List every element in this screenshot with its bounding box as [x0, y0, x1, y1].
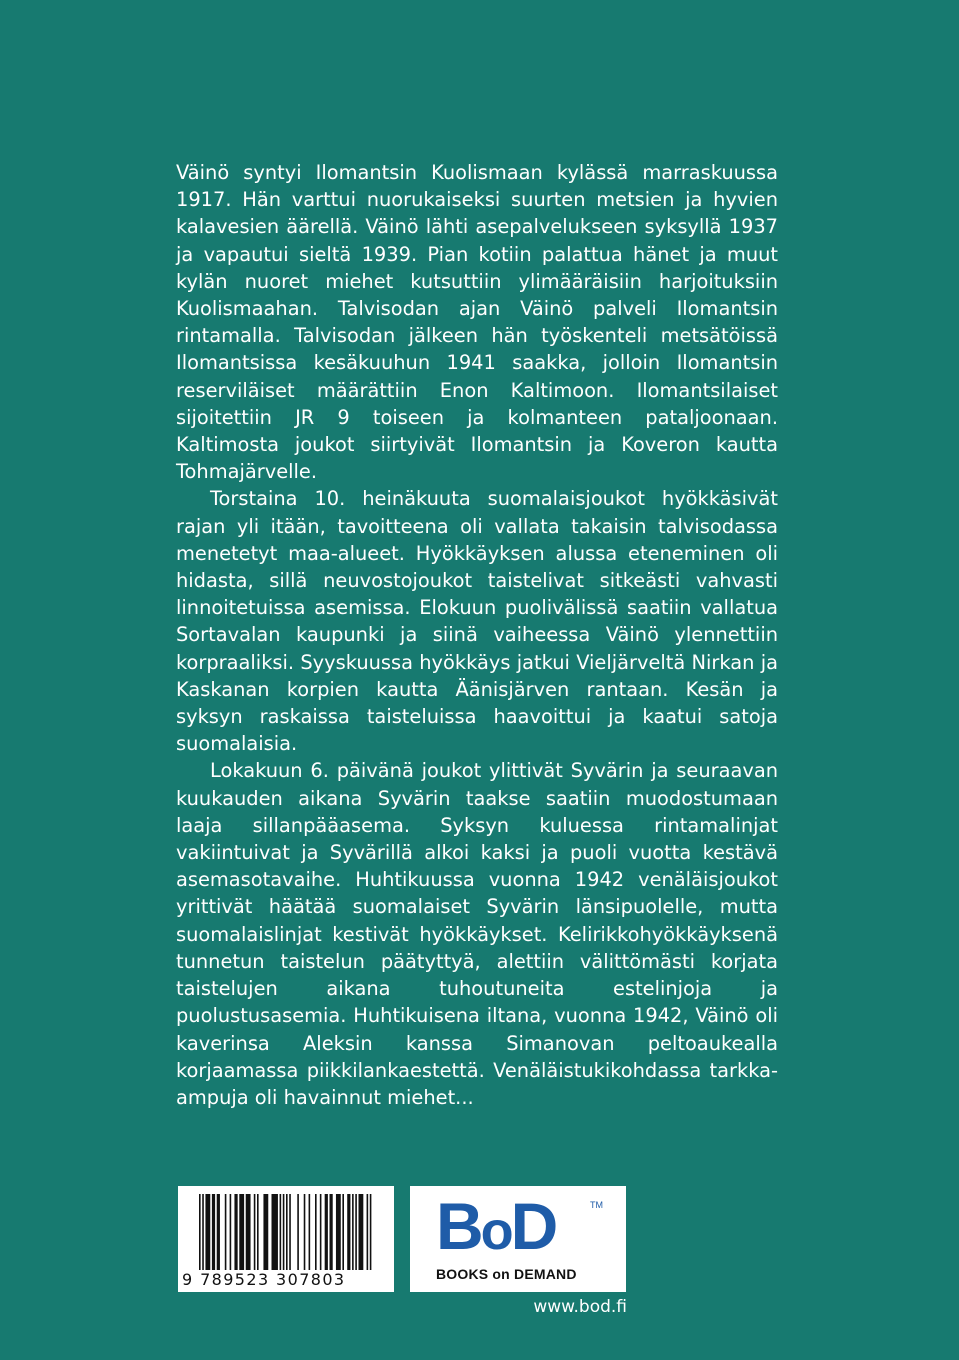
back-cover-blurb — [176, 159, 778, 1111]
logo-letter-d: D — [510, 1189, 556, 1263]
barcode-bar — [304, 1194, 306, 1270]
barcode-bar — [325, 1194, 328, 1270]
isbn-barcode — [178, 1186, 394, 1292]
barcode-bar — [230, 1194, 232, 1270]
barcode-bar — [272, 1194, 278, 1270]
barcode-bar — [254, 1194, 256, 1270]
barcode-bar — [297, 1194, 299, 1270]
barcode-bar — [202, 1194, 204, 1270]
barcode-bar — [225, 1194, 227, 1270]
barcode-bar — [367, 1194, 369, 1270]
barcode-bars — [199, 1194, 373, 1270]
barcode-bar — [342, 1194, 344, 1270]
logo-letter-b: B — [436, 1189, 481, 1263]
barcode-bar — [246, 1194, 251, 1270]
barcode-bar — [257, 1194, 259, 1270]
barcode-bar — [359, 1194, 364, 1270]
barcode-bar — [289, 1194, 291, 1270]
barcode-bar — [355, 1194, 357, 1270]
barcode-bar — [315, 1194, 317, 1270]
barcode-bar — [320, 1194, 322, 1270]
barcode-bar — [217, 1194, 220, 1270]
barcode-bar — [205, 1194, 210, 1270]
barcode-bar — [370, 1194, 372, 1270]
isbn-digits: 9 789523 307803 — [182, 1270, 346, 1289]
blurb-paragraph-2: Torstaina 10. heinäkuuta suomalaisjoukot hyökkäsivät rajan yli itään, tavoitteena oli vallata takaisin talvisodassa menetetyt maa-alueet. Hyökkäyksen alussa eteneminen oli hidasta, sillä neuvostojoukot taistelivat sitkeästi vahvasti linnoitetuissa asemissa. Elokuun puolivälissä saatiin vallatua Sortavalan kaupunki ja siinä vaiheessa Väinö ylennettiin korpraaliksi. Syyskuussa hyökkäys jatkui Vieljärveltä Nirkan ja Kaskanan korpien kautta Äänisjärven rantaan. Kesän ja syksyn raskaissa taisteluissa haavoittui ja kaatui satoja suomalaisia. — [176, 487, 778, 756]
barcode-bar — [330, 1194, 333, 1270]
barcode-bar — [199, 1194, 201, 1270]
barcode-bar — [280, 1194, 282, 1270]
trademark-mark: TM — [590, 1200, 603, 1210]
barcode-bar — [352, 1194, 354, 1270]
barcode-bar — [263, 1194, 268, 1270]
barcode-bar — [286, 1194, 288, 1270]
publisher-tagline: BOOKS on DEMAND — [436, 1266, 577, 1282]
barcode-bar — [309, 1194, 311, 1270]
blurb-paragraph-1: Väinö syntyi Ilomantsin Kuolismaan kylässä marraskuussa 1917. Hän varttui nuorukaiseksi suurten metsien ja hyvien kalavesien äärellä. Väinö lähti asepalvelukseen syksyllä 1937 ja vapautui sieltä 1939. Pian kotiin palattua hänet ja muut kylän nuoret miehet kutsuttiin ylimääräisiin harjoituksiin Kuolismaahan. Talvisodan ajan Väinö palveli Ilomantsin rintamalla. Talvisodan jälkeen hän työskenteli metsätöissä Ilomantsissa kesäkuuhun 1941 saakka, jolloin Ilomantsin reserviläiset määrättiin Enon Kaltimoon. Ilomantsilaiset sijoitettiin JR 9 toiseen ja kolmanteen pataljoonaan. Kaltimosta joukot siirtyivät Ilomantsin ja Koveron kautta Tohmajärvelle. — [176, 161, 778, 484]
barcode-bar — [239, 1194, 244, 1270]
blurb-paragraph-3: Lokakuun 6. päivänä joukot ylittivät Syvärin ja seuraavan kuukauden aikana Syvärin taakse saatiin muodostumaan laaja sillanpääasema. Syksyn kuluessa rintamalinjat vakiintuivat ja Syvärillä alkoi kaksi ja puoli vuotta kestävä asemasotavaihe. Huhtikuussa vuonna 1942 venäläisjoukot yrittivät häätää suomalaiset Syvärin länsipuolelle, mutta suomalaislinjat kestivät hyökkäykset. Kelirikkohyökkäyksenä tunnetun taistelun päätyttyä, alettiin välittömästi korjata taistelujen aikana tuhoutuneita estelinjoja ja puolustusasemia. Huhtikuisena iltana, vuonna 1942, Väinö oli kaverinsa Aleksin kanssa Simanovan peltoaukealla korjaamassa piikkilankaestettä. Venäläistukikohdassa tarkka-ampuja oli havainnut miehet... — [176, 759, 778, 1109]
publisher-logo — [410, 1186, 626, 1292]
barcode-bar — [234, 1194, 237, 1270]
barcode-bar — [212, 1194, 215, 1270]
barcode-bar — [336, 1194, 341, 1270]
publisher-website: www.bod.fi — [533, 1297, 627, 1317]
barcode-bar — [283, 1194, 285, 1270]
bod-logo-wordmark — [436, 1190, 555, 1267]
logo-letter-o: o — [480, 1201, 511, 1261]
barcode-bar — [347, 1194, 350, 1270]
